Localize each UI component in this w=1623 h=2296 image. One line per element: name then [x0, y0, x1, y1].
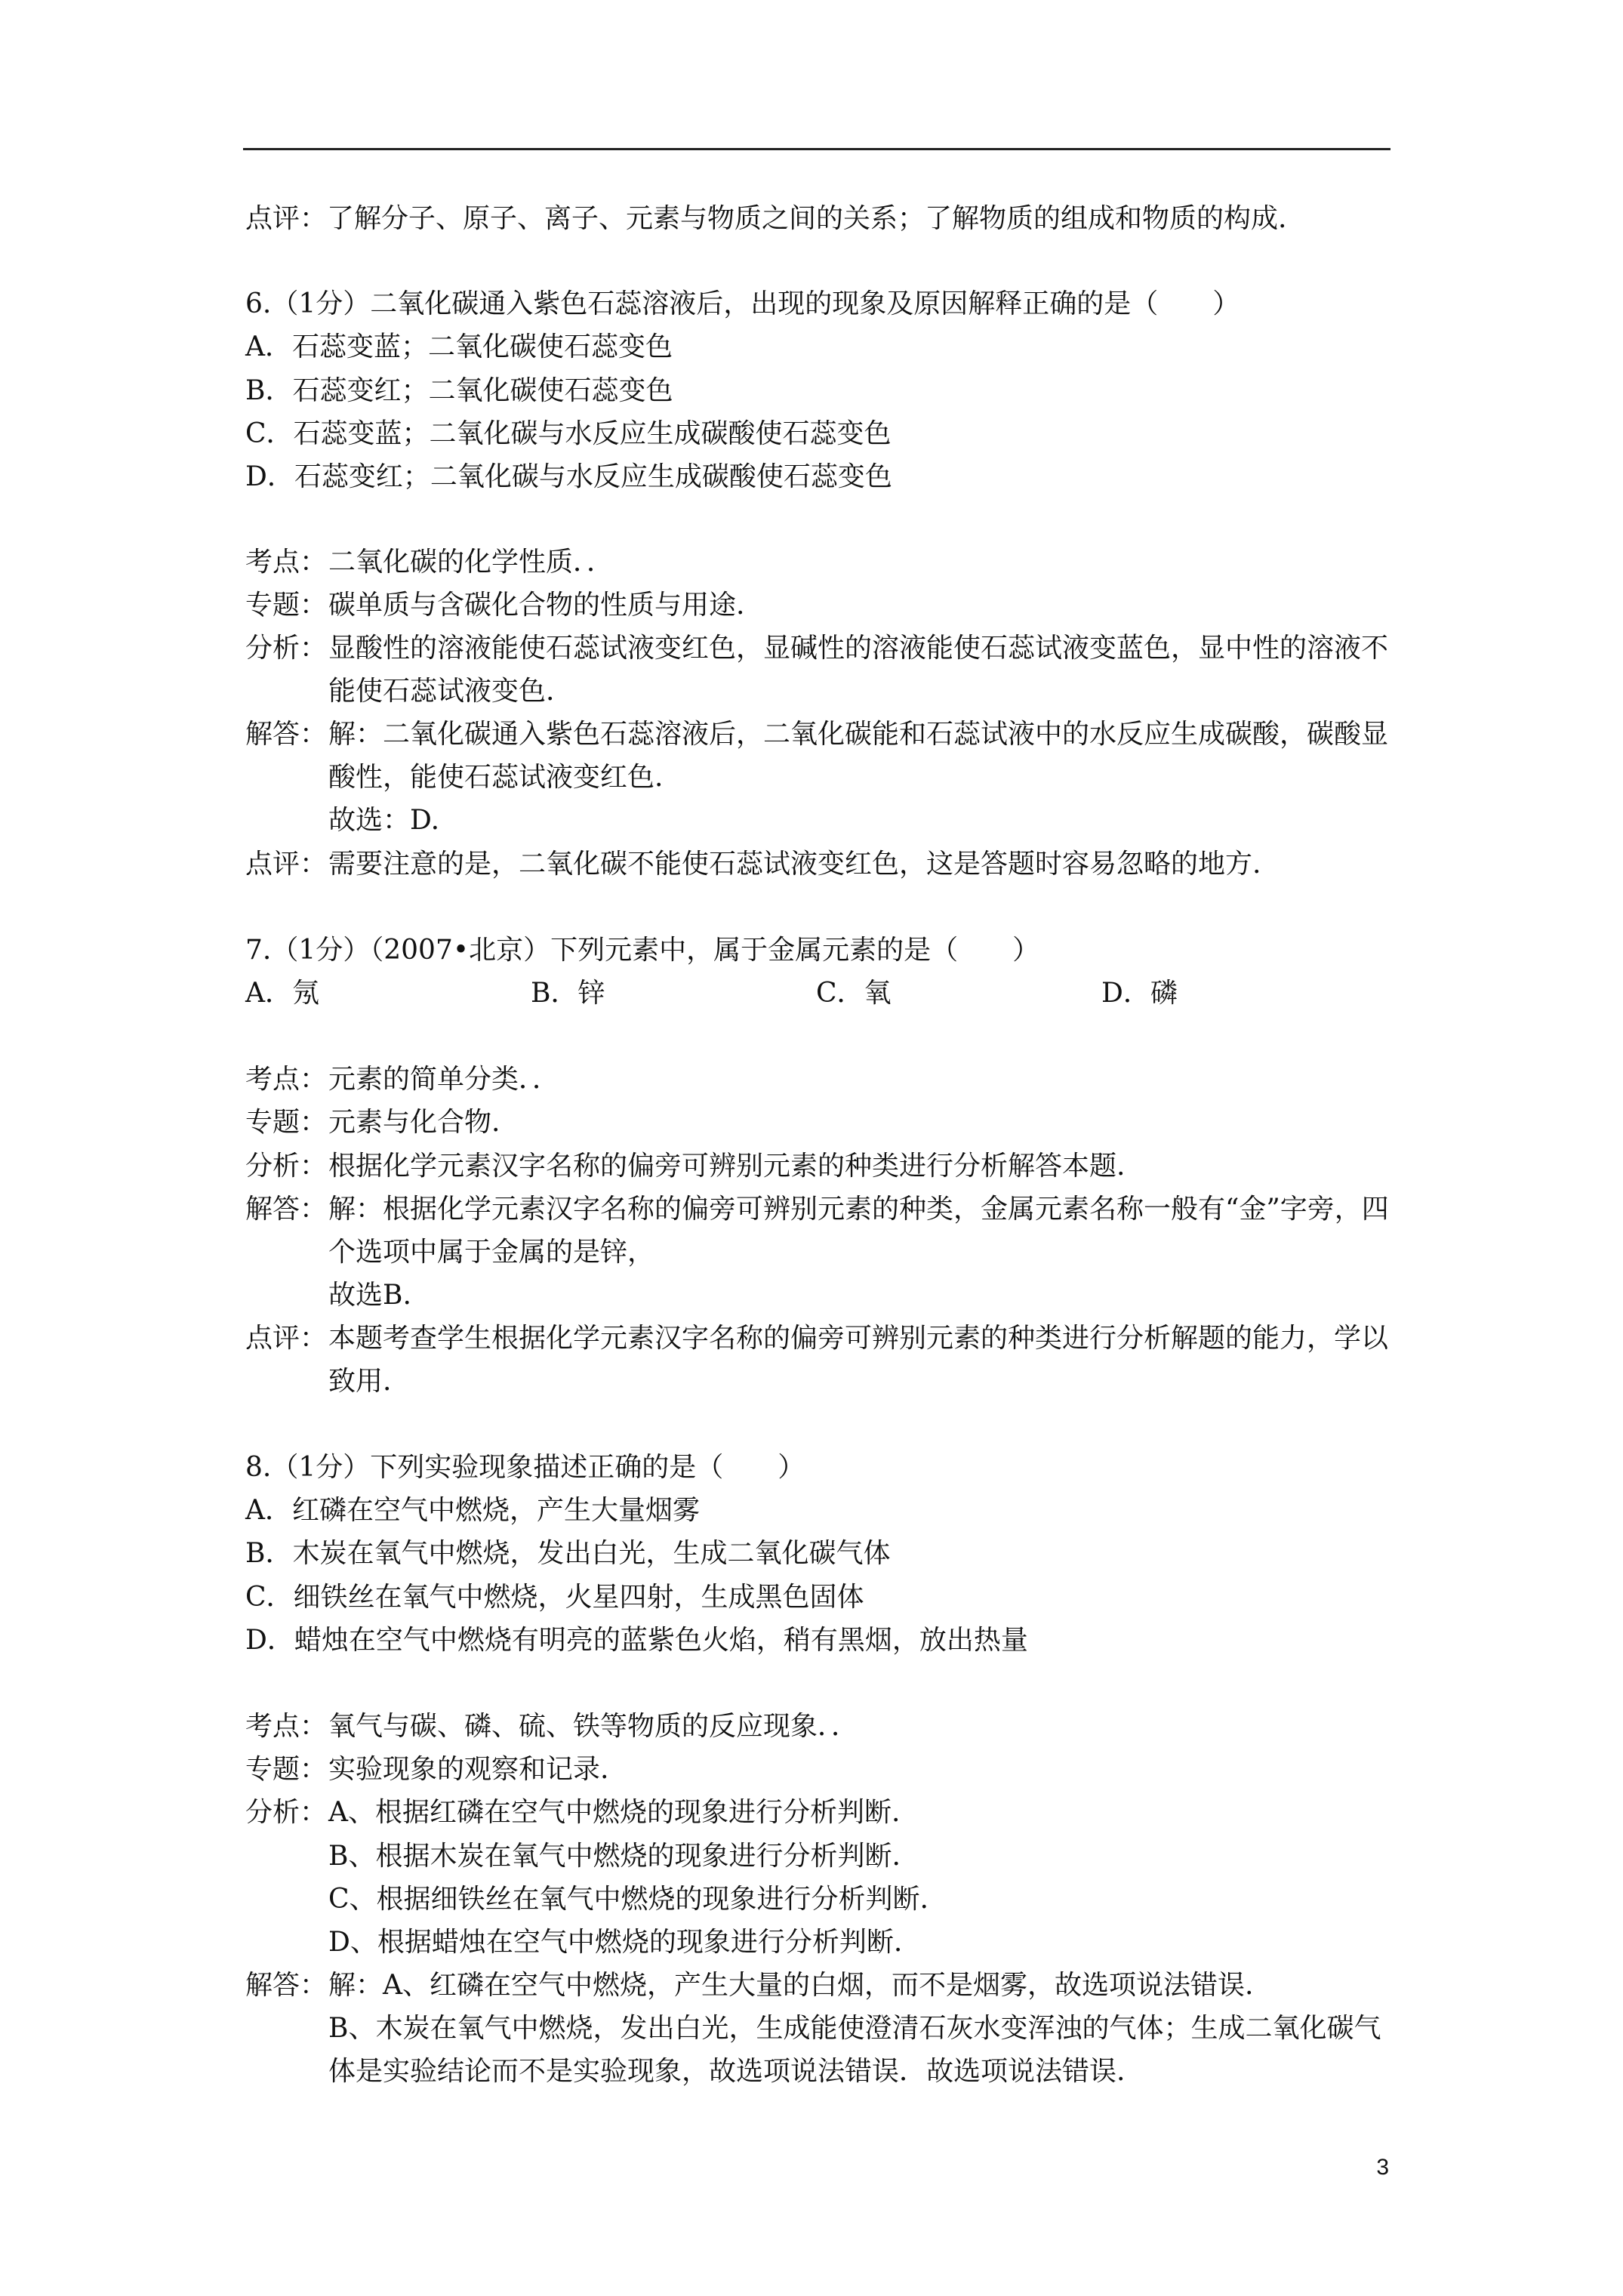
q6-option-d: D．石蕊变红；二氧化碳与水反应生成碳酸使石蕊变色: [245, 461, 892, 492]
page-number: 3: [1376, 2155, 1389, 2180]
q7-options: [245, 980, 1393, 1010]
q7-kaodian-label: 考点：: [245, 1064, 328, 1095]
q7-jieda-label: 解答：: [245, 1194, 328, 1225]
q8-zhuanti: [245, 1756, 1393, 1791]
q6-zhuanti-text: 碳单质与含碳化合物的性质与用途.: [328, 590, 745, 621]
q6-jieda-text: 解：二氧化碳通入紫色石蕊溶液后，二氧化碳能和石蕊试液中的水反应生成碳酸，碳酸显酸性，能使石蕊试液变红色.: [328, 719, 1389, 793]
q6-option-b: B．石蕊变红；二氧化碳使石蕊变色: [245, 375, 673, 406]
q7-option-d: D．磷: [1101, 978, 1178, 1009]
q8-stem: 8.（1分）下列实验现象描述正确的是（ ）: [245, 1452, 805, 1483]
q8-jieda-a: 解：A、红磷在空气中燃烧，产生大量的白烟，而不是烟雾，故选项说法错误.: [328, 1970, 1254, 2001]
header-rule: [243, 148, 1390, 150]
q8-jieda-b: B、木炭在氧气中燃烧，发出白光，生成能使澄清石灰水变浑浊的气体；生成二氧化碳气体是实验结论而不是实验现象，故选项说法错误．故选项说法错误.: [328, 2013, 1381, 2087]
q8-option-b: B．木炭在氧气中燃烧，发出白光，生成二氧化碳气体: [245, 1538, 891, 1569]
q6-kaodian: [245, 549, 1393, 584]
q8-jieda: [245, 1972, 1393, 2093]
q8-jieda-label: 解答：: [245, 1970, 328, 2001]
q7-stem: 7.（1分）（2007•北京）下列元素中，属于金属元素的是（ ）: [245, 935, 1040, 966]
q7-answer: 故选B.: [328, 1280, 411, 1311]
q6-zhuanti: [245, 592, 1393, 627]
q6-jieda: [245, 721, 1393, 799]
q7-fenxi-label: 分析：: [245, 1151, 328, 1182]
q7-kaodian: [245, 1066, 1393, 1101]
q8-fenxi-label: 分析：: [245, 1797, 328, 1828]
q6-dianping-label: 点评：: [245, 849, 328, 880]
q6-dianping-text: 需要注意的是，二氧化碳不能使石蕊试液变红色，这是答题时容易忽略的地方.: [328, 849, 1261, 880]
q8-kaodian-label: 考点：: [245, 1711, 328, 1742]
q7-dianping-text: 本题考查学生根据化学元素汉字名称的偏旁可辨别元素的种类进行分析解题的能力，学以致用.: [328, 1323, 1389, 1397]
q7-zhuanti-label: 专题：: [245, 1107, 328, 1138]
q7-jieda-text: 解：根据化学元素汉字名称的偏旁可辨别元素的种类，金属元素名称一般有“金”字旁，四个选项中属于金属的是锌，: [328, 1194, 1389, 1268]
q7-jieda: [245, 1196, 1393, 1274]
q8-zhuanti-text: 实验现象的观察和记录.: [328, 1754, 609, 1785]
q6-kaodian-text: 二氧化碳的化学性质．．: [328, 547, 614, 578]
q8-option-a: A．红磷在空气中燃烧，产生大量烟雾: [245, 1495, 700, 1526]
q8-fenxi: [245, 1799, 1393, 1834]
q6-dianping: [245, 851, 1393, 886]
q6-option-a: A．石蕊变蓝；二氧化碳使石蕊变色: [245, 331, 673, 362]
q8-option-c: C．细铁丝在氧气中燃烧，火星四射，生成黑色固体: [245, 1582, 864, 1613]
q8-fenxi-b: B、根据木炭在氧气中燃烧的现象进行分析判断.: [328, 1841, 901, 1872]
q8-option-d: D．蜡烛在空气中燃烧有明亮的蓝紫色火焰，稍有黑烟，放出热量: [245, 1625, 1028, 1656]
q7-kaodian-text: 元素的简单分类．．: [328, 1064, 560, 1095]
q6-fenxi: [245, 635, 1393, 713]
q7-option-a: A．氖: [245, 978, 319, 1009]
q6-fenxi-text: 显酸性的溶液能使石蕊试液变红色，显碱性的溶液能使石蕊试液变蓝色，显中性的溶液不能使石蕊试液变色.: [328, 633, 1389, 707]
q7-fenxi-text: 根据化学元素汉字名称的偏旁可辨别元素的种类进行分析解答本题.: [328, 1151, 1126, 1182]
q6-stem: 6.（1分）二氧化碳通入紫色石蕊溶液后，出现的现象及原因解释正确的是（ ）: [245, 288, 1240, 319]
previous-comment: 点评：了解分子、原子、离子、元素与物质之间的关系；了解物质的组成和物质的构成.: [245, 203, 1287, 234]
q7-fenxi: [245, 1153, 1393, 1188]
q6-fenxi-label: 分析：: [245, 633, 328, 664]
q6-answer: 故选：D.: [328, 805, 440, 836]
q8-zhuanti-label: 专题：: [245, 1754, 328, 1785]
q7-zhuanti-text: 元素与化合物.: [328, 1107, 500, 1138]
q7-option-c: C．氧: [816, 978, 892, 1009]
q8-kaodian-text: 氧气与碳、磷、硫、铁等物质的反应现象．．: [328, 1711, 859, 1742]
q7-dianping: [245, 1325, 1393, 1403]
q7-dianping-label: 点评：: [245, 1323, 328, 1354]
q6-zhuanti-label: 专题：: [245, 590, 328, 621]
q8-fenxi-a: A、根据红磷在空气中燃烧的现象进行分析判断.: [328, 1797, 901, 1828]
q8-fenxi-c: C、根据细铁丝在氧气中燃烧的现象进行分析判断.: [328, 1884, 929, 1915]
q8-fenxi-d: D、根据蜡烛在空气中燃烧的现象进行分析判断.: [328, 1927, 903, 1958]
q8-kaodian: [245, 1713, 1393, 1748]
q6-option-c: C．石蕊变蓝；二氧化碳与水反应生成碳酸使石蕊变色: [245, 418, 892, 449]
q6-kaodian-label: 考点：: [245, 547, 328, 578]
q7-zhuanti: [245, 1109, 1393, 1144]
q7-option-b: B．锌: [531, 978, 605, 1009]
q6-jieda-label: 解答：: [245, 719, 328, 750]
